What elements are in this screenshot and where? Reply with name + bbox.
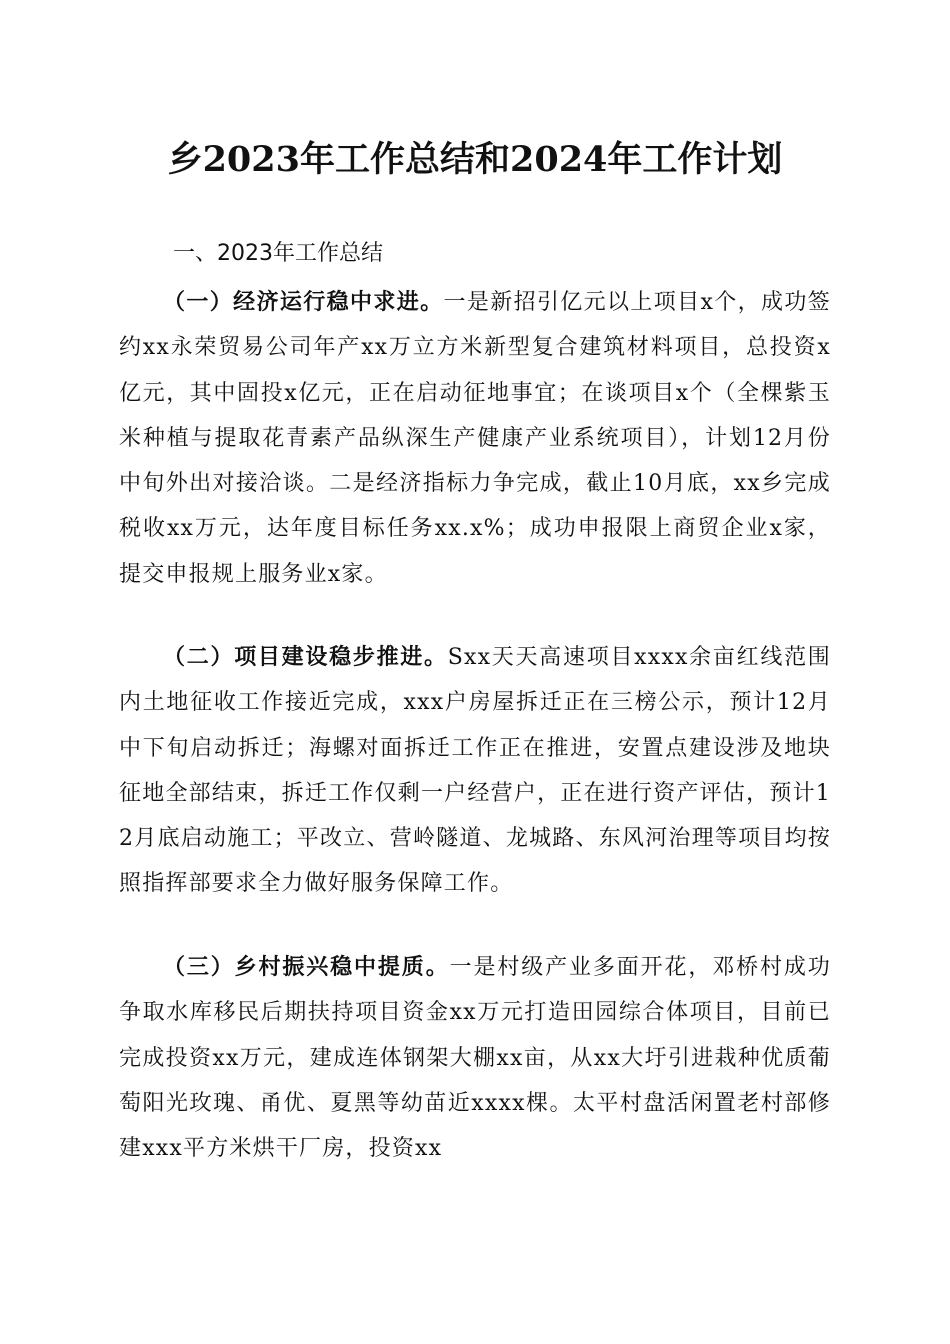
document-title: 乡2023年工作总结和2024年工作计划 xyxy=(167,139,783,180)
paragraph-body: Sxx天天高速项目xxxx余亩红线范围内土地征收工作接近完成，xxx户房屋拆迁正在三榜公示，预计12月中下旬启动拆迁；海螺对面拆迁工作正在推进，安置点建设涉及地块征地全部结束，拆迁工作仅剩一户经营户，正在进行资产评估，预计12月底启动施工；平改立、营岭隧道、龙城路、东风河治理等项目均按照指挥部要求全力做好服务保障工作。 xyxy=(119,645,831,897)
paragraph-lead: （三）乡村振兴稳中提质。 xyxy=(163,954,450,980)
paragraph-lead: （二）项目建设稳步推进。 xyxy=(163,644,448,670)
paragraph-body: 一是新招引亿元以上项目x个，成功签约xx永荣贸易公司年产xx万立方米新型复合建筑材料项目，总投资x亿元，其中固投x亿元，正在启动征地事宜；在谈项目x个（全棵紫玉米种植与提取花青素产品纵深生产健康产业系统项目），计划12月份中旬外出对接洽谈。二是经济指标力争完成，截止10月底，xx乡完成税收xx万元，达年度目标任务xx.x%；成功申报限上商贸企业x家，提交申报规上服务业x家。 xyxy=(119,290,831,587)
paragraph-lead: （一）经济运行稳中求进。 xyxy=(163,289,444,315)
paragraph-projects xyxy=(119,635,831,907)
paragraph-body: 一是村级产业多面开花，邓桥村成功争取水库移民后期扶持项目资金xx万元打造田园综合体项目，目前已完成投资xx万元，建成连体钢架大棚xx亩，从xx大圩引进栽种优质葡萄阳光玫瑰、甬优、夏黑等幼苗近xxxx棵。太平村盘活闲置老村部修建xxx平方米烘干厂房，投资xx xyxy=(119,955,831,1162)
section-heading: 一、2023年工作总结 xyxy=(173,241,383,266)
paragraph-economy xyxy=(119,280,831,597)
paragraph-rural-revitalization xyxy=(119,945,831,1171)
